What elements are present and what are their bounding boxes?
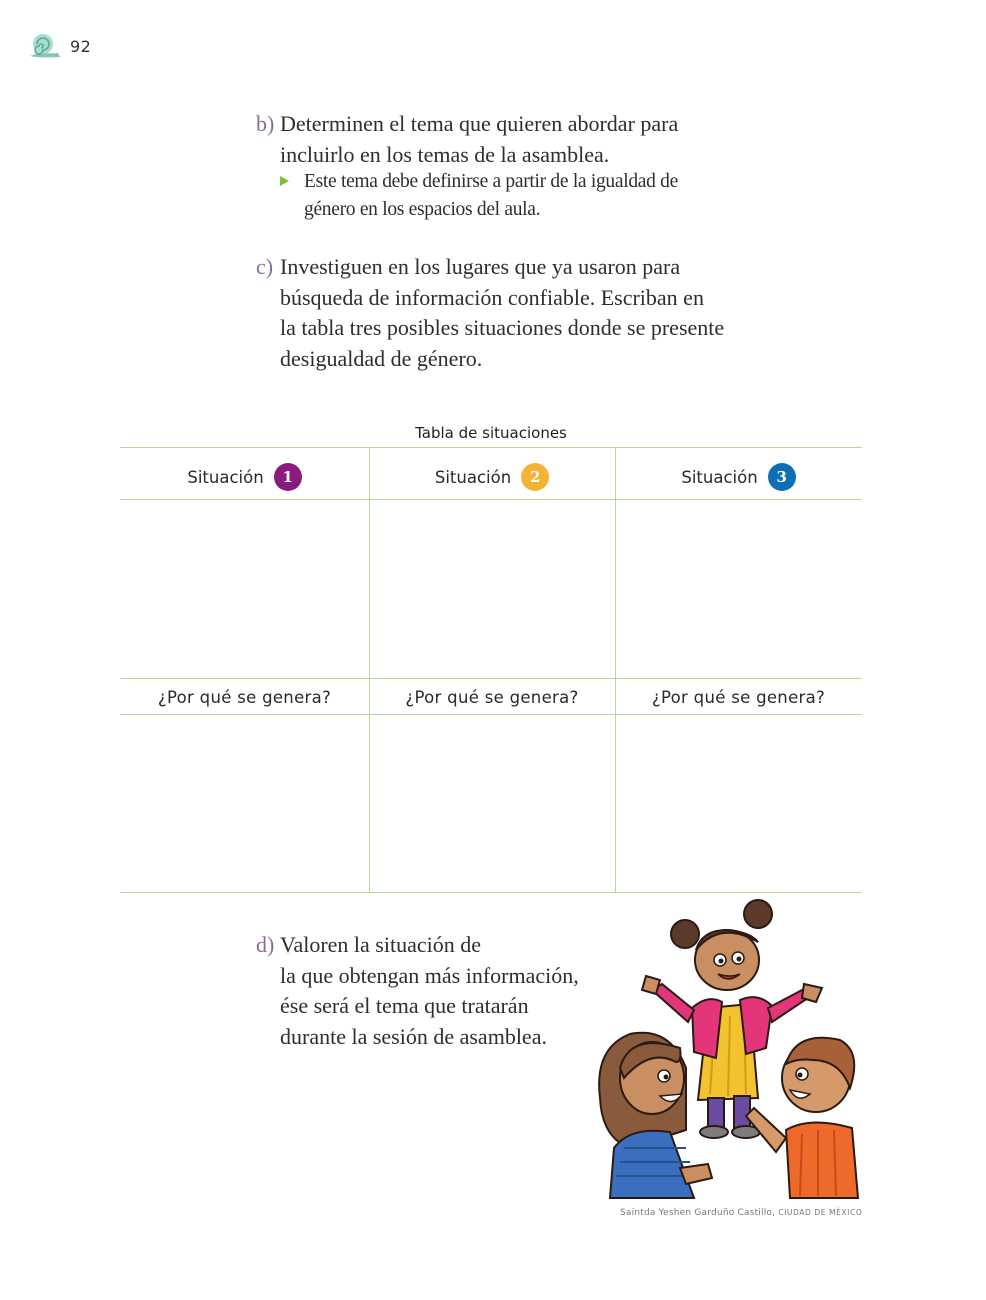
instruction-d <box>256 930 579 1052</box>
item-letter: b) <box>256 111 275 136</box>
item-text-line: desigualdad de género. <box>280 345 483 371</box>
right-boy-figure <box>746 1038 858 1198</box>
why-header-1: ¿Por qué se genera? <box>157 687 332 707</box>
page-header <box>28 32 91 60</box>
why-answer-cell-3[interactable] <box>616 715 862 892</box>
situation-answer-cell-2[interactable] <box>370 500 615 678</box>
table-rule <box>120 447 862 448</box>
snail-icon <box>28 32 62 60</box>
item-text-line: Investiguen en los lugares que ya usaron para <box>280 254 681 279</box>
situation-label: Situación <box>434 467 512 487</box>
item-letter: d) <box>256 932 275 957</box>
why-answer-cell-1[interactable] <box>120 715 369 892</box>
children-illustration <box>590 898 880 1200</box>
situation-header-3 <box>615 451 862 503</box>
item-text-line: Valoren la situación de <box>280 932 481 957</box>
credit-place: CIUDAD DE MÉXICO <box>778 1208 863 1217</box>
item-text-line: búsqueda de información confiable. Escriban en <box>280 284 704 310</box>
instruction-c <box>256 252 725 374</box>
item-letter: c) <box>256 254 274 279</box>
table-rule <box>120 892 862 893</box>
item-text-line: durante la sesión de asamblea. <box>280 1023 547 1049</box>
situation-label: Situación <box>187 467 264 487</box>
item-text-line: ése será el tema que tratarán <box>280 993 529 1018</box>
number-badge-1: 1 <box>274 463 302 491</box>
table-title: Tabla de situaciones <box>415 424 567 442</box>
left-girl-figure <box>599 1033 712 1198</box>
situation-answer-cell-3[interactable] <box>616 500 862 678</box>
page-number: 92 <box>70 36 92 56</box>
situation-label: Situación <box>681 467 758 487</box>
arrow-bullet-icon <box>280 176 289 186</box>
instruction-b <box>256 109 679 170</box>
note-text-line: género en los espacios del aula. <box>304 198 541 220</box>
number-badge-3: 3 <box>768 463 796 491</box>
item-text-line: la tabla tres posibles situaciones donde se presente <box>280 315 725 340</box>
item-text-line: incluirlo en los temas de la asamblea. <box>280 141 610 167</box>
situation-header-2 <box>369 451 615 503</box>
illustration-credit <box>620 1208 862 1218</box>
why-header-3: ¿Por qué se genera? <box>651 687 826 707</box>
situation-header-1 <box>120 451 369 503</box>
situation-answer-cell-1[interactable] <box>120 500 369 678</box>
situations-table <box>120 447 862 893</box>
why-header-2: ¿Por qué se genera? <box>405 687 579 707</box>
instruction-b-note <box>304 168 678 223</box>
item-text-line: la que obtengan más información, <box>280 962 579 988</box>
number-badge-2: 2 <box>521 463 549 491</box>
why-answer-cell-2[interactable] <box>370 715 615 892</box>
item-text-line: Determinen el tema que quieren abordar para <box>280 111 679 136</box>
note-text-line: Este tema debe definirse a partir de la igualdad de <box>304 171 678 192</box>
credit-name: Saintda Yeshen Garduño Castillo, <box>620 1208 776 1218</box>
